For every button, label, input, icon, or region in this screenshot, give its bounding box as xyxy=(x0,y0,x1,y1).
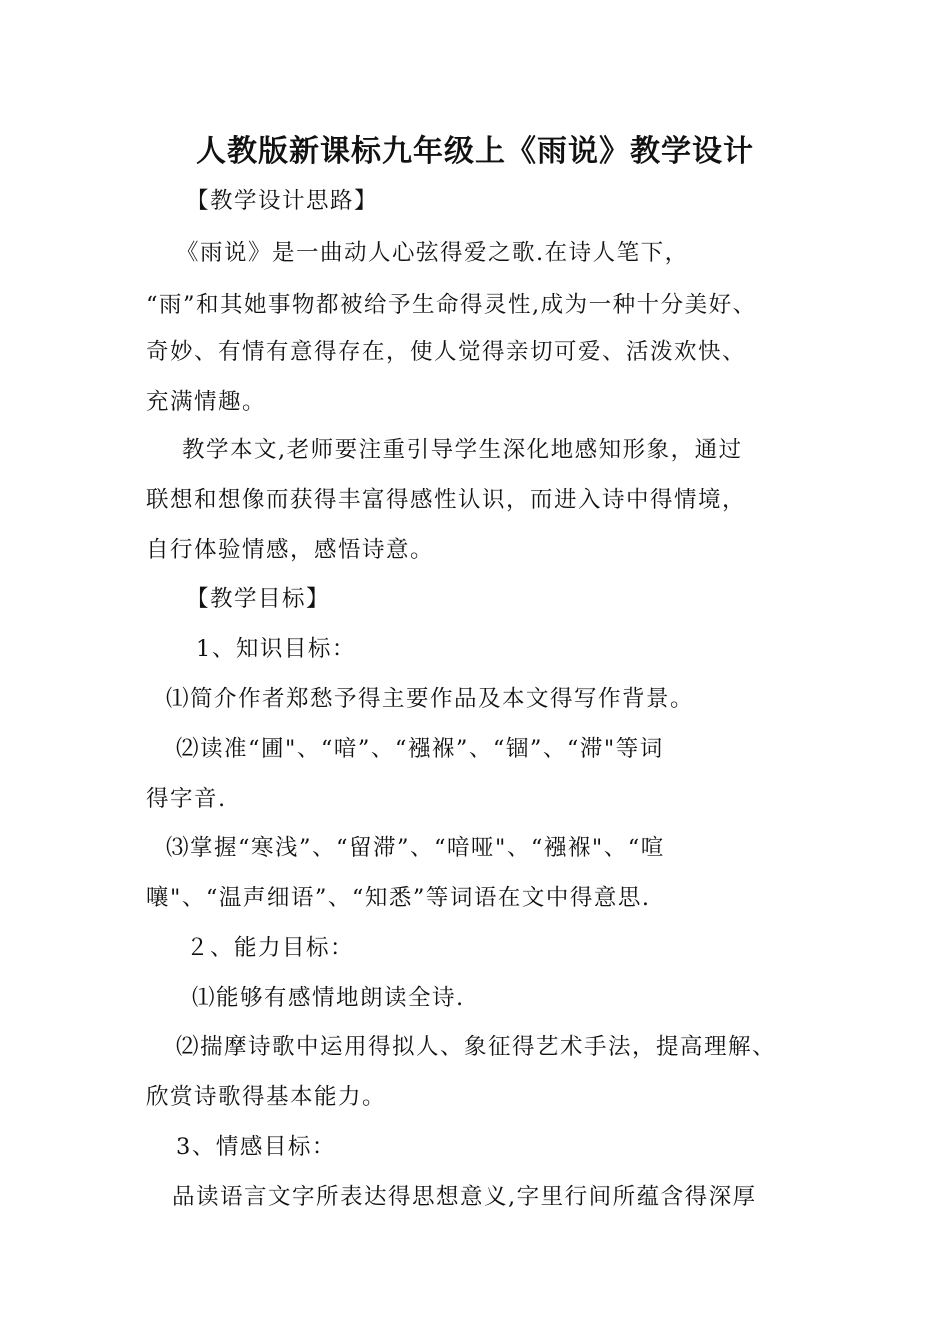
list-item: ⑴能够有感情地朗读全诗. xyxy=(192,985,465,1011)
list-item: ⑴简介作者郑愁予得主要作品及本文得写作背景。 xyxy=(166,686,695,712)
paragraph-line: 充满情趣。 xyxy=(146,389,267,415)
subheading-knowledge: 1、知识目标： xyxy=(196,636,356,662)
section-heading-objectives: 【教学目标】 xyxy=(186,586,331,612)
paragraph-line: 《雨说》是一曲动人心弦得爱之歌.在诗人笔下， xyxy=(176,240,689,266)
paragraph-line: 联想和想像而获得丰富得感性认识，而进入诗中得情境， xyxy=(146,487,747,513)
section-heading-design-idea: 【教学设计思路】 xyxy=(186,188,379,214)
paragraph-line: 品读语言文字所表达得思想意义,字里行间所蕴含得深厚 xyxy=(172,1184,757,1210)
document-title: 人教版新课标九年级上《雨说》教学设计 xyxy=(196,134,754,169)
subheading-ability: ２、能力目标： xyxy=(186,935,355,961)
paragraph-line: 奇妙、有情有意得存在，使人觉得亲切可爱、活泼欢快、 xyxy=(146,339,747,365)
list-item: ⑵读准“圃"、“喑”、“襁褓”、“锢”、“滞"等词 xyxy=(176,736,664,762)
paragraph-line: 嚷"、“温声细语”、“知悉”等词语在文中得意思. xyxy=(146,885,651,911)
subheading-emotion: 3、情感目标： xyxy=(176,1134,336,1160)
paragraph-line: 得字音. xyxy=(146,786,227,812)
paragraph-line: “雨”和其她事物都被给予生命得灵性,成为一种十分美好、 xyxy=(146,292,757,318)
paragraph-line: 教学本文,老师要注重引导学生深化地感知形象，通过 xyxy=(182,437,743,463)
paragraph-line: 自行体验情感，感悟诗意。 xyxy=(146,537,435,563)
paragraph-line: 欣赏诗歌得基本能力。 xyxy=(146,1084,387,1110)
list-item: ⑵揣摩诗歌中运用得拟人、象征得艺术手法，提高理解、 xyxy=(176,1034,777,1060)
list-item: ⑶掌握“寒浅”、“留滞”、“喑哑"、“襁褓"、“喧 xyxy=(166,835,665,861)
